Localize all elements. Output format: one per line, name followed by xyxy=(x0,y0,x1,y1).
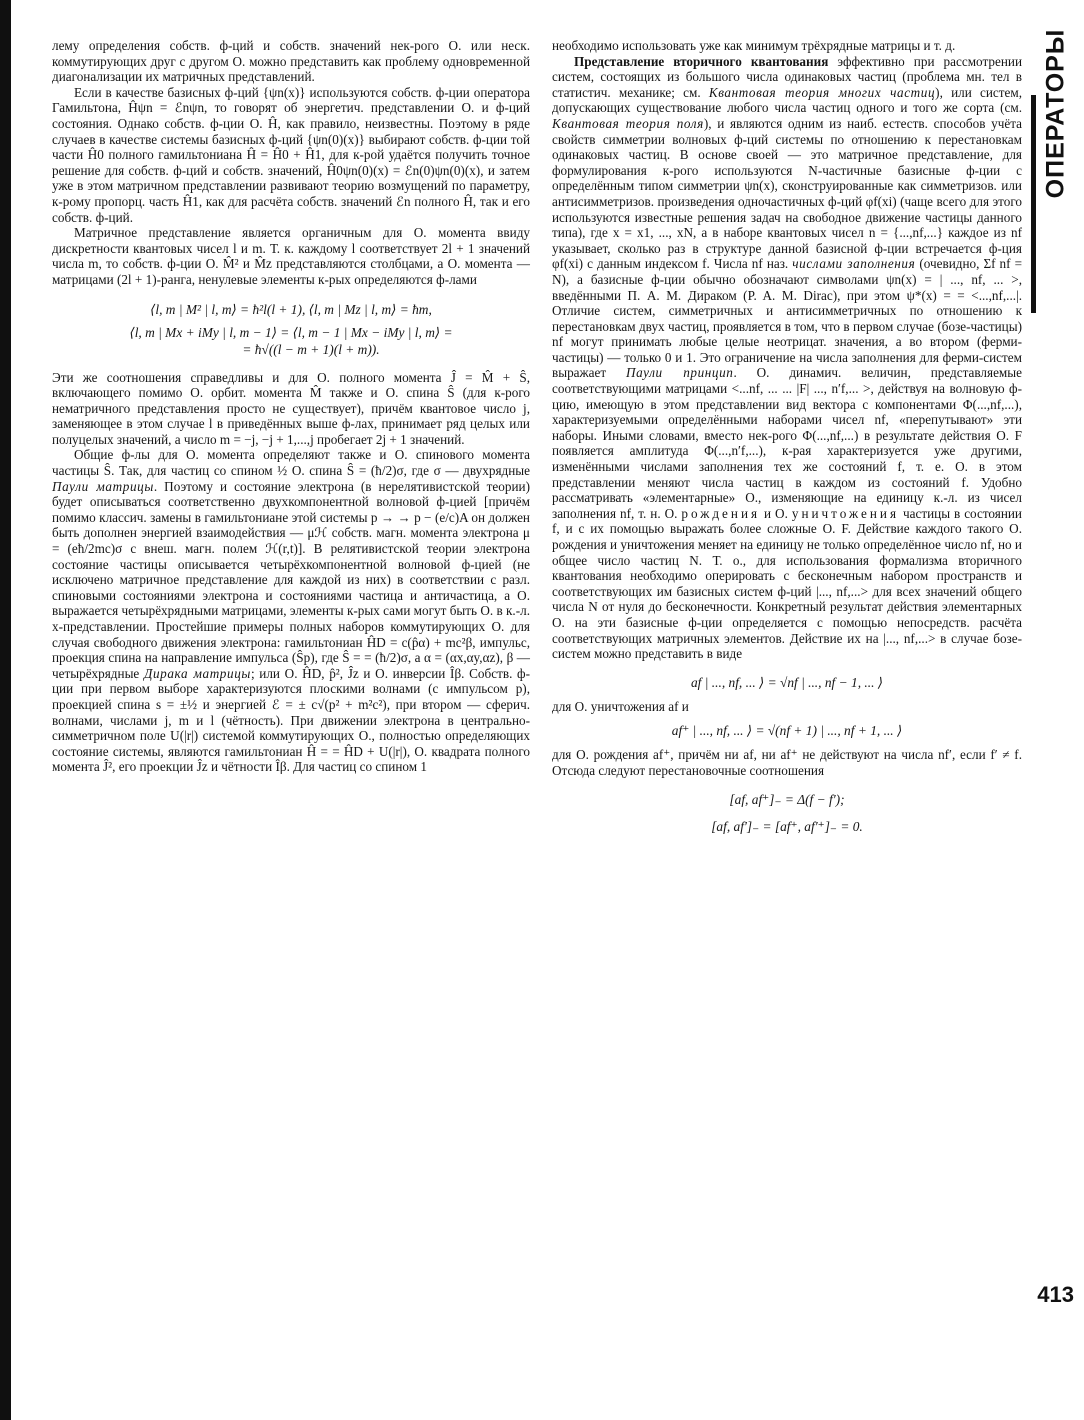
annihilation-caption: для О. уничтожения af и xyxy=(552,698,689,714)
running-head-text: ОПЕРАТОРЫ xyxy=(1041,28,1070,198)
right-paragraph-2-part-c: ), и являются одним из наиб. естеств. способов учёта свойств симметрии волновых ф-ций системы по отношению к перестановкам одинаковых частиц. В основе своей — это матричное представление, для формулирования к-рого используются N-частичные базисные ф-ции с определённым типом симметрии ψn(x), сконструированные как симметризов. или антисимметризов. произведения одночастичных ф-ций φf(xi) (чаще всего для этого используются известные решения задач на свободное движение частицы данного типа), где x = x1, ..., xN, а в наборе квантовых чисел n = {...,nf,...} каждое из nf указывает, сколько раз в структуре данной базисной ф-ции встречается ф-ция φf(xi) с данным индексом f. Числа nf наз. xyxy=(552,115,1022,272)
left-column xyxy=(52,38,530,775)
right-paragraph-3: для О. рождения af⁺, причём ни af, ни af⁺ не действуют на числа nf′, если f′ ≠ f. Отсюда следуют перестановочные соотношения xyxy=(552,747,1022,778)
left-paragraph-5-part-c: ; или О. ĤD, p̂², Ĵz и О. инверсии Îβ. Собств. ф-ции при первом выборе характеризуются плоскими волнами (с импульсом p), проекцией спина s = ±½ и энергией ℰ = ± c√(p² + m²c²), при втором — сферич. волнами, числами j, m и l (чётность). При движении электрона в центрально-симметричном поле U(|r|) системой коммутирующих О., полностью определяющих состояние системы, являются гамильтониан Ĥ = = ĤD + U(|r|), О. квадрата полного момента Ĵ², его проекции Ĵz и чётности Îβ. Для частиц со спином 1 xyxy=(52,665,530,775)
commutation-relation-2: [af, af′]₋ = [af⁺, af′⁺]₋ = 0. xyxy=(711,818,863,834)
left-paragraph-4: Эти же соотношения справедливы и для О. полного момента Ĵ = M̂ + Ŝ, включающего помимо О. орбит. момента M̂ также и О. спина Ŝ (для к-рого нематричного представления просто не существует), причём квантовое число j, заменяющее в этом случае l в приведённых выше ф-лах, принимает ряд целых или полуцелых значений, а число m = −j, −j + 1,...,j пробегает 2j + 1 значений. xyxy=(52,369,530,447)
field-theory-crossref: Квантовая теория поля xyxy=(552,115,704,131)
left-paragraph-3: Матричное представление является органичным для О. момента ввиду дискретности квантовых чисел l и m. Т. к. каждому l соответствует 2l + 1 значений числа m, то собств. ф-ции О. M̂² и M̂z представляются столбцами, а О. момента — матрицами (2l + 1)-ранга, ненулевые элементы к-рых определяются ф-лами xyxy=(52,225,530,287)
left-paragraph-1: лему определения собств. ф-ций и собств. значений нек-рого О. или неск. коммутирующих друг с другом О. можно представить как проблему одновременной диагонализации их матричных представлений. xyxy=(52,38,530,85)
annihilation-term: уничтожения xyxy=(791,505,900,521)
section-lead-phrase: Представление вторичного квантования xyxy=(574,53,829,69)
pauli-matrices-crossref: Паули матрицы xyxy=(52,478,154,494)
annihilation-operator-formula: af | ..., nf, ... ⟩ = √nf | ..., nf − 1, ... ⟩ xyxy=(690,674,884,690)
right-paragraph-2-part-d: (очевидно, Σf nf = N), а базисные ф-ции обычно обозначают символами ψn(x) = | ..., nf, ... >, введёнными П. А. М. Дираком (P. A. M. Dirac), при этом ψ*(x) = = <...,nf,...|. Отличие систем, симметричных и антисимметричных по отношению к перестановкам двух частиц, проявляется в том, что в первом случае (бозе-частицы) nf могут принимать любые целые неотрицат. значения, а во втором (ферми-частицы) — только 0 и 1. Это ограничение на числа заполнения для ферми-систем выражает xyxy=(552,256,1023,381)
right-paragraph-2-part-b: ), или систем, допускающих существование любого числа частиц одного и того же сорта (см. xyxy=(552,84,1022,116)
angular-momentum-formula-2: ⟨l, m | Mx + iMy | l, m − 1⟩ = ⟨l, m − 1 | Mx − iMy | l, m⟩ = xyxy=(129,324,453,340)
dirac-matrices-crossref: Дирака матрицы xyxy=(143,665,251,681)
running-head xyxy=(1036,28,1076,198)
margin-rule xyxy=(1031,95,1036,313)
right-paragraph-2-part-a: эффективно при рассмотрении систем, состоящих из большого числа одинаковых частиц (проблема мн. тел в статистич. механике; см. xyxy=(552,53,1022,100)
left-paragraph-5-part-b: . Поэтому и состояние электрона (в нерелятивистской теории) будет описываться соответственно двухкомпонентной волновой ф-цией [причём помимо классич. замены в гамильтониане этой системы p → → p − (e/c)A он должен быть дополнен энергией взаимодействия — μℋ собств. магн. момента электрона μ = (eħ/2mc)σ с внеш. магн. полем ℋ(r,t)]. В релятивистской теории электрона состояние частицы описывается четырёхкомпонентной волновой ф-цией (не исключено матричное представление для каждой из них) в соответствии с разл. спиновыми состояниями электрона и состояниями частица и античастица, а О. выражается четырёхрядными матрицами, элементы к-рых сами могут быть О. в к.-л. x-представлении. Простейшие примеры полных наборов коммутирующих О. для случая свободного движения электрона: гамильтониан ĤD = c(p̂α) + mc²β, импульс, проекция спина на направление импульса (Ŝp), где Ŝ = = (ħ/2)σ, а α = (αx,αy,αz), β — четырёхрядные xyxy=(52,478,530,681)
right-paragraph-2-part-g: частицы в состоянии f, и с их помощью выражать более сложные О. F. Действие каждого такого О. рождения и уничтожения меняет на единицу не только определённое число nf, но и общее число частиц N. Т. о., для использования формализма вторичного квантования необходимо оперировать с бесконечным набором пространств и соответствующих им базисных систем ф-ций |..., nf,...> для всех значений общего числа N от нуля до бесконечности. Конкретный результат действия элементарных О. на эти базисные ф-ции определяется с помощью непосредств. расчёта соответствующих матричных элементов. Действие их на |..., nf,...> в случае бозе-систем можно представить в виде xyxy=(552,505,1022,662)
commutation-relation-1: [af, af⁺]₋ = Δ(f − f′); xyxy=(729,791,845,807)
right-paragraph-2 xyxy=(552,54,1022,662)
page-number: 413 xyxy=(1037,1282,1074,1307)
right-column xyxy=(552,38,1022,835)
right-paragraph-1: необходимо использовать уже как минимум трёхрядные матрицы и т. д. xyxy=(552,38,956,53)
page-edge-bar xyxy=(0,0,11,1420)
creation-term: рождения xyxy=(681,505,761,521)
right-paragraph-2-part-f: и О. xyxy=(760,505,792,521)
left-paragraph-5 xyxy=(52,447,530,774)
creation-operator-formula: af⁺ | ..., nf, ... ⟩ = √(nf + 1) | ..., nf + 1, ... ⟩ xyxy=(671,723,903,739)
pauli-principle-crossref: Паули принцип xyxy=(625,365,734,381)
occupation-numbers-term: числами заполнения xyxy=(792,256,916,272)
many-body-theory-crossref: Квантовая теория многих частиц xyxy=(708,84,936,100)
left-paragraph-2: Если в качестве базисных ф-ций {ψn(x)} используются собств. ф-ции оператора Гамильтона, Ĥψn = ℰnψn, то говорят об энергетич. представлении О. и ф-ций состояния. Однако собств. ф-ции О. Ĥ, как правило, неизвестны. Поэтому в ряде случаев в качестве системы базисных ф-ций {ψn(0)(x)} выбирают собств. ф-ции той части Ĥ0 полного гамильтониана Ĥ = Ĥ0 + Ĥ1, для к-рой удаётся получить точное решение для собств. ф-ций и собств. значений, Ĥ0ψn(0)(x) = ℰn(0)ψn(0)(x), и затем уже в этом матричном представлении развивают теорию возмущений по параметру, к-рому пропорц. часть Ĥ1, как для расчёта собств. значений ℰn полного Ĥ, так и его собств. ф-ций. xyxy=(52,84,530,225)
right-paragraph-2-part-e: . О. динамич. величин, представляемые соответствующими матрицами <...nf, ... ... |F| ..., n′f,... >, действуя на волновую ф-цию, имеющую в этом представлении вид вектора с компонентами Φ(...,nf,...), характеризуемыми определёнными наборами чисел nf, «перепутывают» эти наборы. Иными словами, вместо нек-рого Φ(...,nf,...) в результате действия О. F появляется амплитуда Φ(...,n′f,...), к-рая характеризуется уже другими, изменёнными числами заполнения тех же состояний f, т. е. О. в этом представлении меняют числа частиц в каждом из состояний f. Удобно рассматривать «элементарные» О., изменяющие на единицу к.-л. из чисел заполнения nf, т. н. О. xyxy=(552,365,1022,521)
angular-momentum-formula-1: ⟨l, m | M² | l, m⟩ = ħ²l(l + 1), ⟨l, m | Mz | l, m⟩ = ħm, xyxy=(150,301,432,317)
angular-momentum-formula-3: = ħ√((l − m + 1)(l + m)). xyxy=(242,341,380,357)
left-paragraph-5-part-a: Общие ф-лы для О. момента определяют также и О. спинового момента частицы Ŝ. Так, для частиц со спином ½ О. спина Ŝ = (ħ/2)σ, где σ — двухрядные xyxy=(52,447,530,479)
